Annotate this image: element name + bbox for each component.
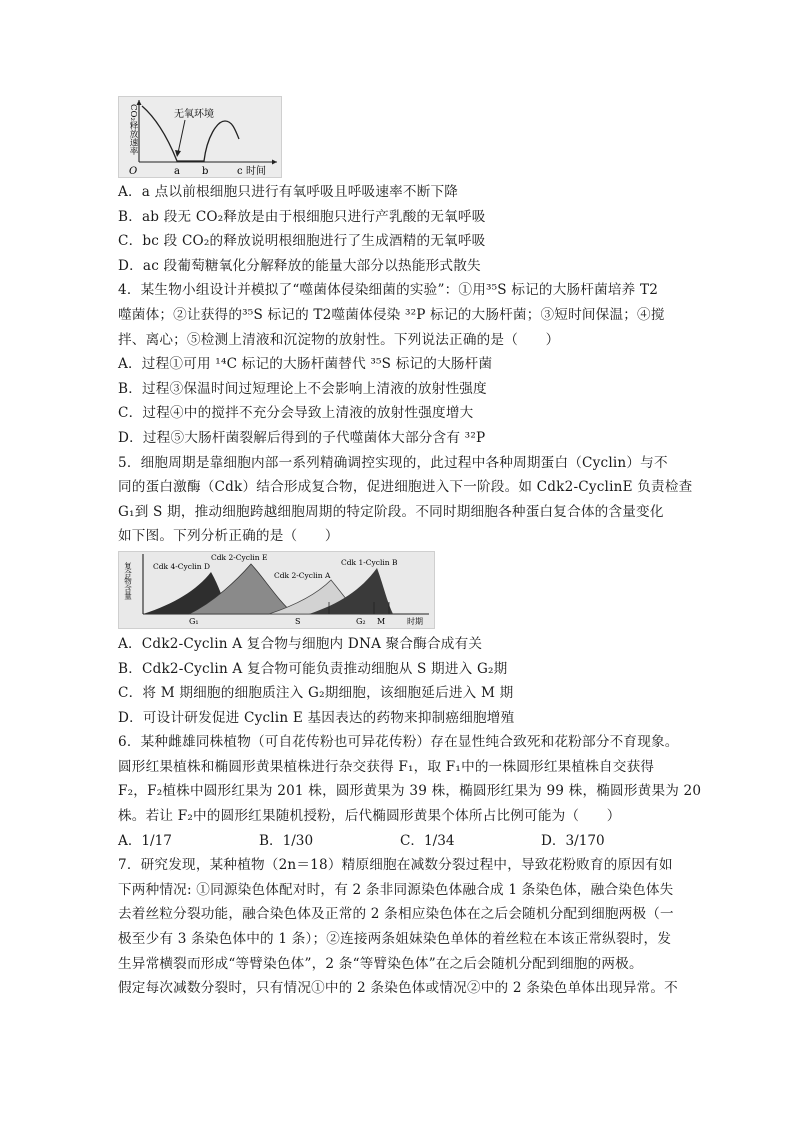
- label-cdk2-cyclin-a: Cdk 2-Cyclin A: [274, 570, 331, 580]
- q6-option-c: C．1/34: [400, 832, 455, 849]
- origin-label: O: [129, 166, 138, 177]
- co2-release-plot: [119, 97, 281, 177]
- q7-stem-line-6: 假定每次减数分裂时，只有情况①中的 2 条染色体或情况②中的 2 条染色单体出现异常。不: [118, 980, 678, 997]
- q5-stem-line-1: 5．细胞周期是靠细胞内部一系列精确调控实现的，此过程中各种周期蛋白（Cyclin）与不: [118, 454, 668, 471]
- q6-option-d: D．3/170: [541, 832, 605, 849]
- q4-option-b: B．过程③保温时间过短理论上不会影响上清液的放射性强度: [118, 380, 487, 397]
- tick-b: b: [202, 166, 209, 177]
- tick-a: a: [174, 166, 180, 177]
- q7-stem-line-3: 去着丝粒分裂功能，融合染色体及正常的 2 条相应染色体在之后会随机分配到细胞两极（一: [118, 906, 674, 923]
- q4-option-a: A．过程①可用 ¹⁴C 标记的大肠杆菌替代 ³⁵S 标记的大肠杆菌: [118, 356, 493, 373]
- annotation-arrowhead: [175, 150, 181, 157]
- cyclin-plot: [119, 552, 434, 628]
- cyclin-figure: [118, 551, 435, 629]
- x-axis-label: 时期: [407, 616, 423, 626]
- q3-option-b: B．ab 段无 CO₂释放是由于根细胞只进行产乳酸的无氧呼吸: [118, 208, 486, 225]
- phase-g1: G₁: [189, 616, 199, 626]
- q5-option-c: C．将 M 期细胞的细胞质注入 G₂期细胞，该细胞延后进入 M 期: [118, 685, 514, 702]
- q5-stem-line-4: 如下图。下列分析正确的是（ ）: [118, 528, 339, 545]
- q6-options: [118, 829, 684, 854]
- co2-release-figure: [118, 96, 282, 178]
- q5-stem-line-3: G₁到 S 期，推动细胞跨越细胞周期的特定阶段。不同时期细胞各种蛋白复合体的含量变化: [118, 503, 664, 520]
- q4-stem-line-1: 4．某生物小组设计并模拟了“噬菌体侵染细菌的实验”：①用³⁵S 标记的大肠杆菌培养 T2: [118, 282, 659, 299]
- phase-g2: G₂: [356, 616, 366, 626]
- q4-option-d: D．过程⑤大肠杆菌裂解后得到的子代噬菌体大部分含有 ³²P: [118, 429, 486, 446]
- q4-stem-line-2: 噬菌体；②让获得的³⁵S 标记的 T2噬菌体侵染 ³²P 标记的大肠杆菌；③短时间保温；④搅: [118, 306, 665, 323]
- q6-stem-line-3: F₂，F₂植株中圆形红果为 201 株，圆形黄果为 39 株，椭圆形红果为 99 株，椭圆形黄果为 20: [118, 783, 702, 800]
- q4-stem-line-3: 拌、离心；⑤检测上清液和沉淀物的放射性。下列说法正确的是（ ）: [118, 331, 560, 348]
- q3-option-a: A．a 点以前根细胞只进行有氧呼吸且呼吸速率不断下降: [118, 184, 459, 200]
- q5-stem-line-2: 同的蛋白激酶（Cdk）结合形成复合物，促进细胞进入下一阶段。如 Cdk2-CyclinE 负责检查: [118, 479, 693, 496]
- q6-option-b: B．1/30: [259, 832, 314, 849]
- q3-option-c: C．bc 段 CO₂的释放说明根细胞进行了生成酒精的无氧呼吸: [118, 233, 486, 250]
- q6-stem-line-4: 株。若让 F₂中的圆形红果随机授粉，后代椭圆形黄果个体所占比例可能为（ ）: [118, 808, 621, 825]
- q7-stem-line-5: 生异常横裂而形成“等臂染色体”，2 条“等臂染色体”在之后会随机分配到细胞的两极。: [118, 955, 643, 972]
- phase-m: M: [377, 616, 386, 626]
- y-axis-label: 复合物含量: [123, 561, 133, 600]
- q4-option-c: C．过程④中的搅拌不充分会导致上清液的放射性强度增大: [118, 405, 474, 422]
- x-axis-arrow: [272, 160, 277, 165]
- y-axis-label: CO₂释放速率: [128, 104, 138, 155]
- annotation-label: 无氧环境: [174, 109, 214, 120]
- x-axis-label: 时间: [246, 166, 266, 177]
- q7-stem-line-1: 7．研究发现，某种植物（2n＝18）精原细胞在减数分裂过程中，导致花粉败育的原因有如: [118, 857, 673, 874]
- q5-option-a: A．Cdk2-Cyclin A 复合物与细胞内 DNA 聚合酶合成有关: [118, 635, 483, 652]
- annotation-arrow: [178, 120, 185, 153]
- label-cdk1-cyclin-b: Cdk 1-Cyclin B: [341, 557, 398, 567]
- phase-s: S: [295, 616, 301, 626]
- q7-stem-line-4: 极至少有 3 条染色体中的 1 条）；②连接两条姐妹染色单体的着丝粒在本该正常纵裂时，发: [118, 931, 672, 948]
- q5-option-d: D．可设计研发促进 Cyclin E 基因表达的药物来抑制癌细胞增殖: [118, 709, 515, 726]
- q5-option-b: B．Cdk2-Cyclin A 复合物可能负责推动细胞从 S 期进入 G₂期: [118, 660, 508, 677]
- q7-stem-line-2: 下两种情况: ①同源染色体配对时，有 2 条非同源染色体融合成 1 条染色体，融合染色体失: [118, 881, 674, 898]
- label-cdk2-cyclin-e: Cdk 2-Cyclin E: [211, 552, 268, 562]
- q6-option-a: A．1/17: [118, 832, 172, 849]
- tick-c: c: [237, 166, 243, 177]
- label-cdk4-cyclin-d: Cdk 4-Cyclin D: [153, 561, 210, 571]
- content: [118, 96, 702, 1001]
- q3-option-d: D．ac 段葡萄糖氧化分解释放的能量大部分以热能形式散失: [118, 257, 481, 274]
- q6-stem-line-1: 6．某种雌雄同株植物（可自花传粉也可异花传粉）存在显性纯合致死和花粉部分不育现象。: [118, 734, 679, 751]
- q6-stem-line-2: 圆形红果植株和椭圆形黄果植株进行杂交获得 F₁，取 F₁中的一株圆形红果植株自交获得: [118, 758, 655, 775]
